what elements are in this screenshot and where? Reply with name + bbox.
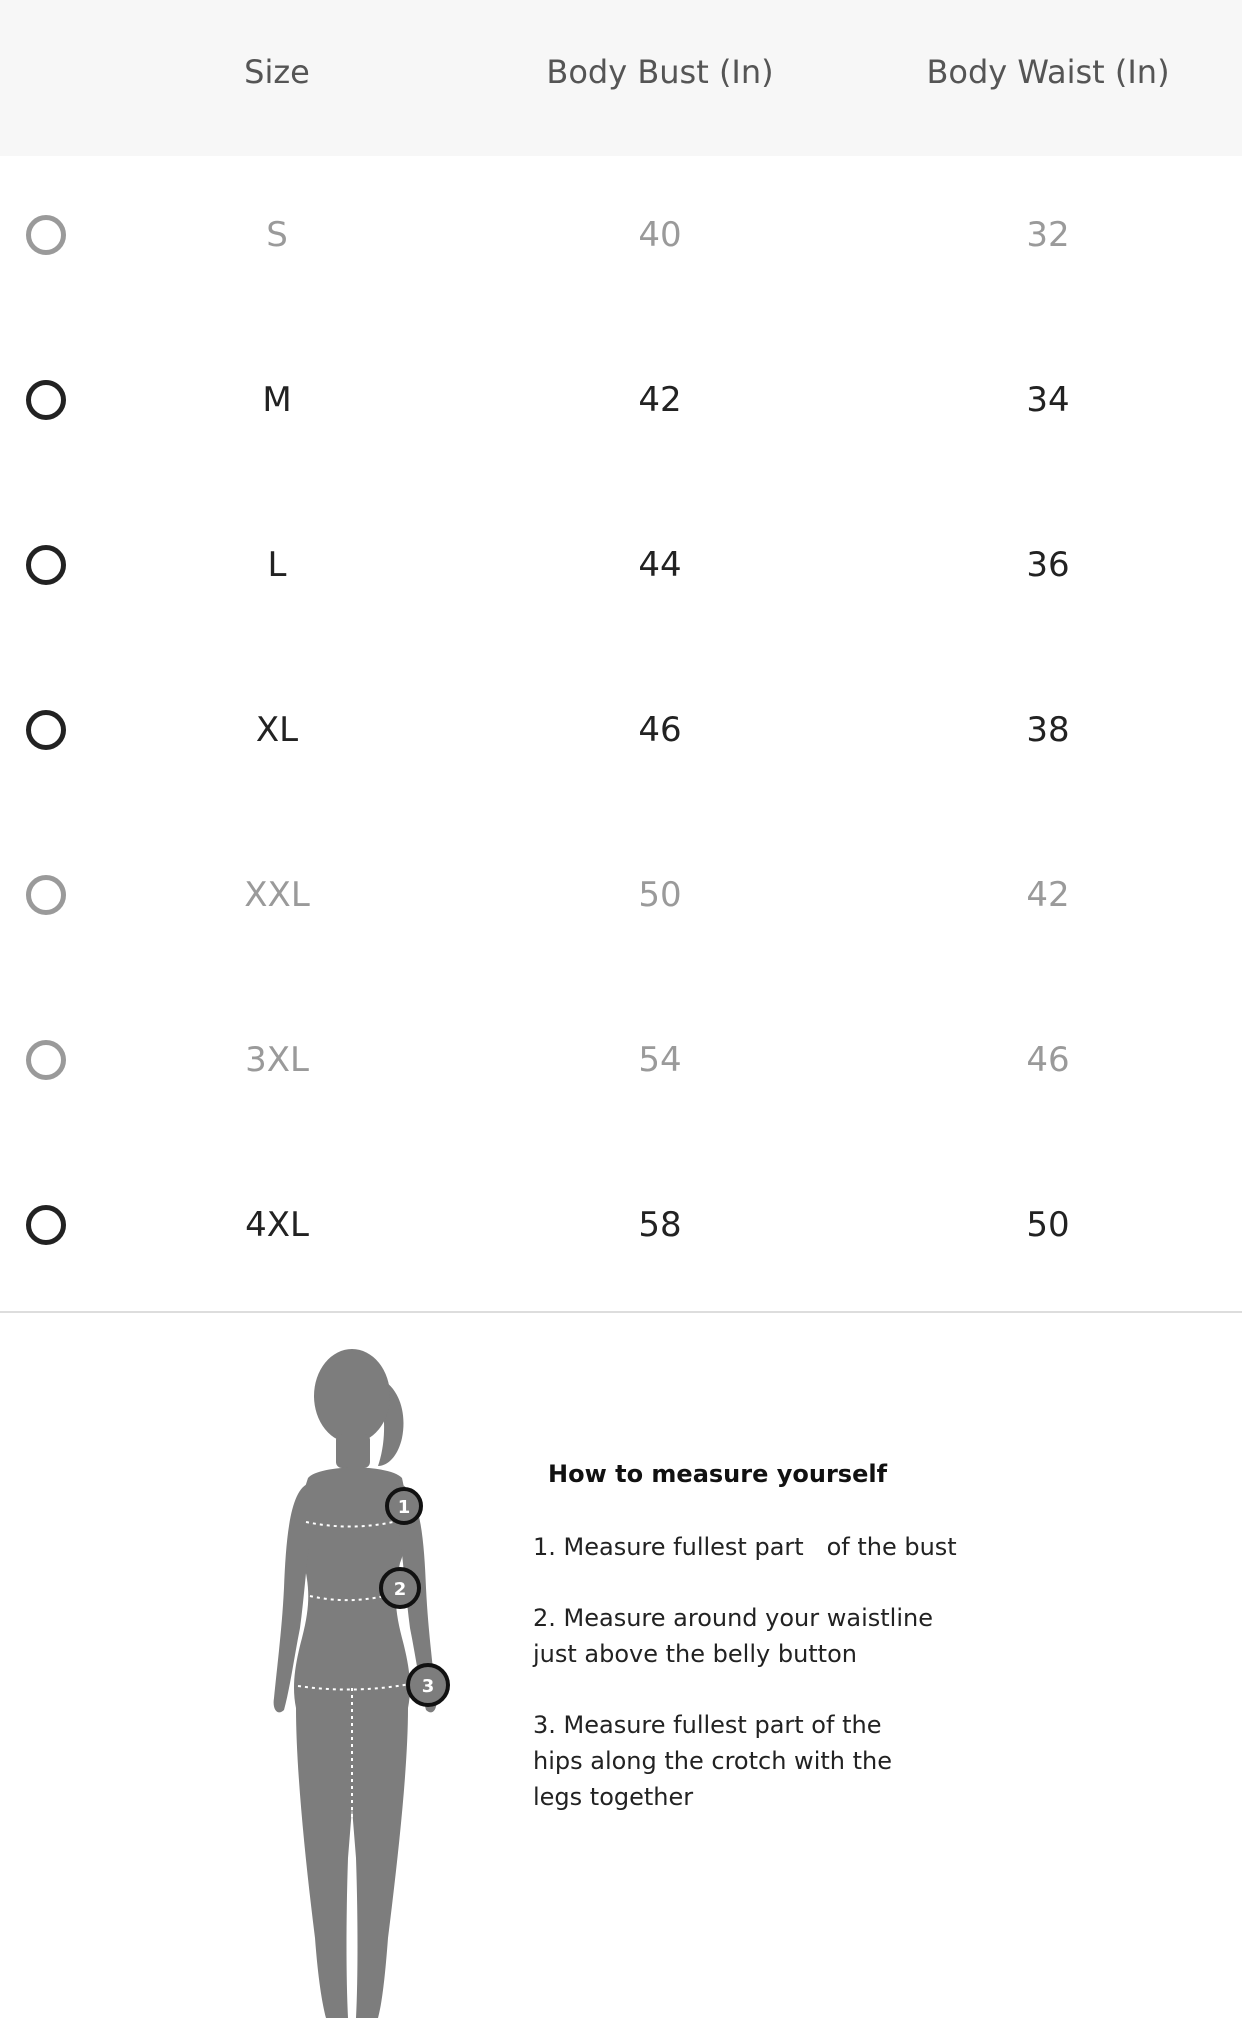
header-size: Size — [244, 53, 310, 91]
size-label: 3XL — [245, 1040, 309, 1080]
svg-text:3: 3 — [421, 1676, 435, 1697]
waist-value: 34 — [1026, 380, 1070, 420]
bust-value: 40 — [638, 215, 682, 255]
header-body-bust: Body Bust (In) — [546, 53, 774, 91]
size-radio-xxl — [26, 875, 66, 915]
size-radio-3xl — [26, 1040, 66, 1080]
bust-value: 54 — [638, 1040, 682, 1080]
waist-value: 32 — [1026, 215, 1070, 255]
size-row-4xl[interactable] — [0, 1146, 1242, 1311]
size-label: XXL — [244, 875, 310, 915]
guide-step-waist: 2. Measure around your waistline just above the belly button — [533, 1604, 933, 1668]
bust-value: 44 — [638, 545, 682, 585]
waist-value: 50 — [1026, 1205, 1070, 1245]
measurement-guide — [0, 1313, 1242, 2004]
size-radio-xl[interactable] — [26, 710, 66, 750]
waist-value: 38 — [1026, 710, 1070, 750]
measure-marker-1 — [387, 1489, 421, 1523]
waist-value: 42 — [1026, 875, 1070, 915]
size-row-xxl — [0, 816, 1242, 981]
header-body-waist: Body Waist (In) — [926, 53, 1170, 91]
size-table-header — [0, 0, 1242, 156]
svg-text:1: 1 — [397, 1497, 411, 1518]
waist-value: 46 — [1026, 1040, 1070, 1080]
size-radio-s — [26, 215, 66, 255]
bust-value: 50 — [638, 875, 682, 915]
waist-value: 36 — [1026, 545, 1070, 585]
size-label: XL — [255, 710, 299, 750]
size-row-l[interactable] — [0, 486, 1242, 651]
size-row-s — [0, 156, 1242, 321]
guide-step-bust: 1. Measure fullest part of the bust — [533, 1533, 957, 1561]
size-label: M — [262, 380, 292, 420]
bust-value: 42 — [638, 380, 682, 420]
size-label: L — [267, 545, 287, 585]
size-label: S — [266, 215, 288, 255]
guide-title: How to measure yourself — [548, 1460, 888, 1488]
svg-text:2: 2 — [393, 1579, 407, 1600]
size-radio-l[interactable] — [26, 545, 66, 585]
measure-marker-2 — [381, 1569, 419, 1607]
size-label: 4XL — [245, 1205, 309, 1245]
size-row-xl[interactable] — [0, 651, 1242, 816]
bust-value: 46 — [638, 710, 682, 750]
body-silhouette-illustration — [260, 1338, 530, 2018]
size-row-m[interactable] — [0, 321, 1242, 486]
measure-marker-3 — [408, 1665, 448, 1705]
size-radio-m[interactable] — [26, 380, 66, 420]
size-radio-4xl[interactable] — [26, 1205, 66, 1245]
size-row-3xl — [0, 981, 1242, 1146]
guide-step-hips: 3. Measure fullest part of the hips along the crotch with the legs together — [533, 1711, 892, 1811]
bust-value: 58 — [638, 1205, 682, 1245]
